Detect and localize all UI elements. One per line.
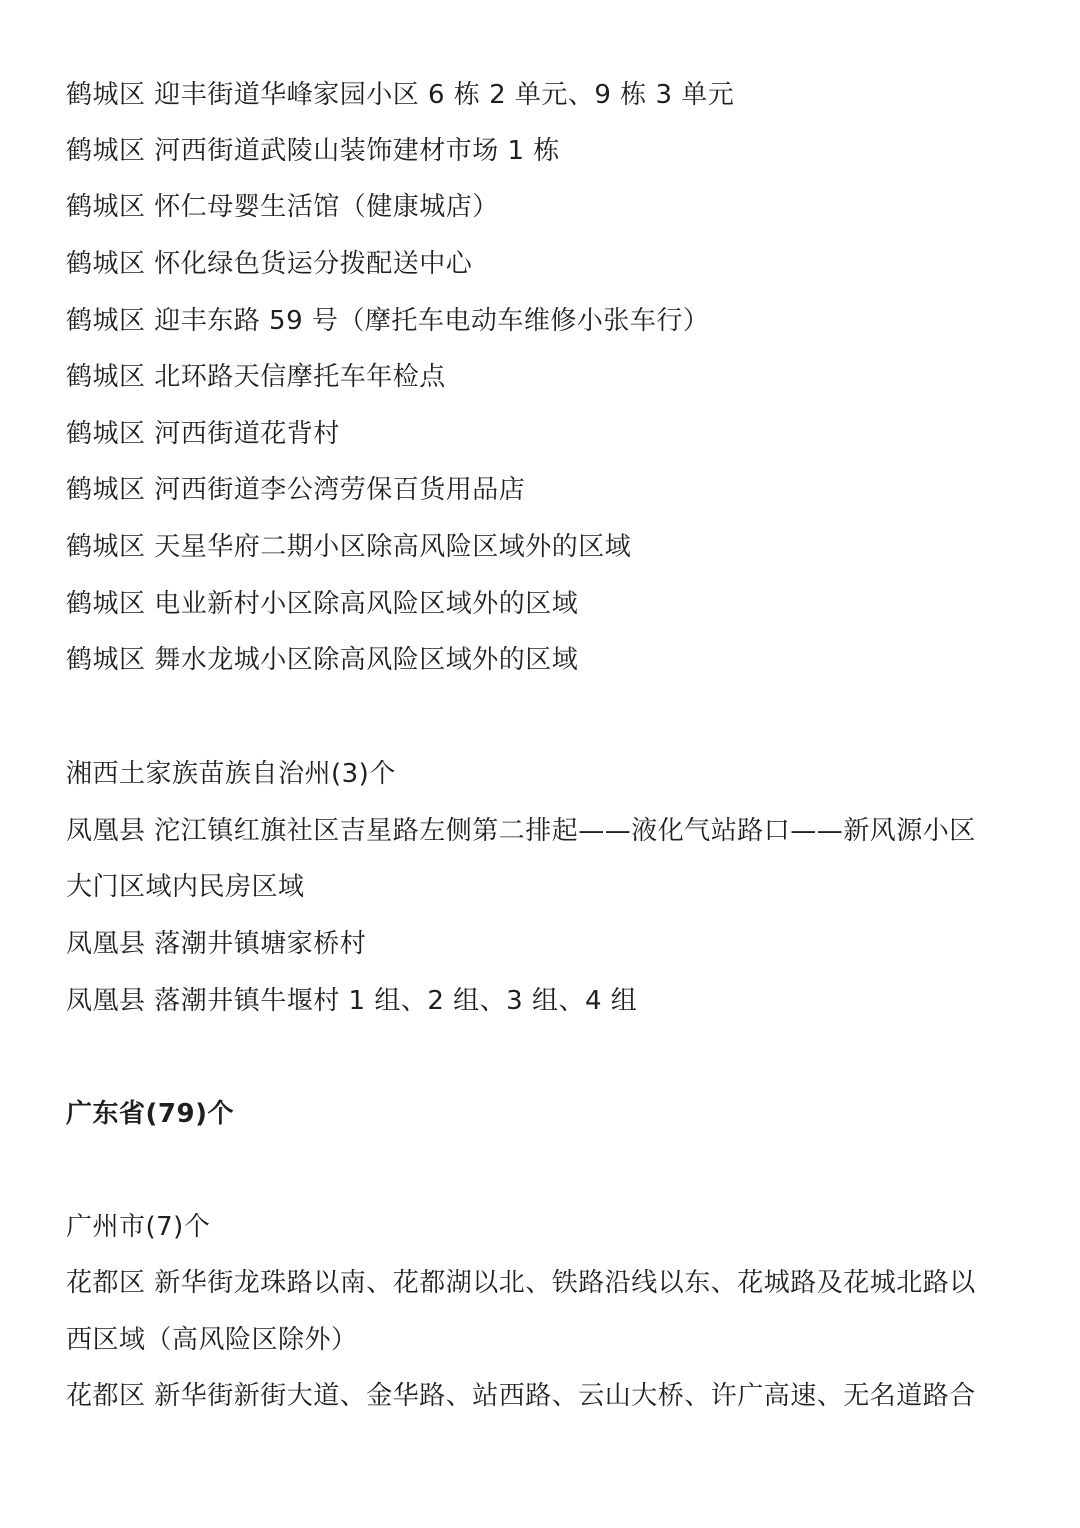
text-line: 凤凰县 沱江镇红旗社区吉星路左侧第二排起——液化气站路口——新风源小区: [66, 816, 976, 846]
text-line: 凤凰县 落潮井镇牛堰村 1 组、2 组、3 组、4 组: [66, 986, 638, 1016]
text-line: 鹤城区 天星华府二期小区除高风险区域外的区域: [66, 532, 632, 562]
text-line: 鹤城区 怀仁母婴生活馆（健康城店）: [66, 192, 499, 222]
text-line: 鹤城区 河西街道花背村: [66, 419, 340, 449]
province-heading: 广东省(79)个: [66, 1099, 234, 1129]
text-line: 鹤城区 迎丰街道华峰家园小区 6 栋 2 单元、9 栋 3 单元: [66, 80, 735, 110]
text-line: 鹤城区 舞水龙城小区除高风险区域外的区域: [66, 645, 579, 675]
text-line: 凤凰县 落潮井镇塘家桥村: [66, 929, 367, 959]
text-line: 鹤城区 北环路天信摩托车年检点: [66, 362, 446, 392]
section-heading: 广州市(7)个: [66, 1212, 211, 1242]
section-heading: 湘西土家族苗族自治州(3)个: [66, 759, 396, 789]
text-line: 花都区 新华街新街大道、金华路、站西路、云山大桥、许广高速、无名道路合: [66, 1381, 976, 1411]
text-line: 鹤城区 河西街道李公湾劳保百货用品店: [66, 475, 526, 505]
text-line: 鹤城区 电业新村小区除高风险区域外的区域: [66, 589, 579, 619]
text-line: 花都区 新华街龙珠路以南、花都湖以北、铁路沿线以东、花城路及花城北路以: [66, 1268, 976, 1298]
text-line: 鹤城区 河西街道武陵山装饰建材市场 1 栋: [66, 136, 560, 166]
text-line: 鹤城区 迎丰东路 59 号（摩托车电动车维修小张车行）: [66, 306, 710, 336]
text-line: 西区域（高风险区除外）: [66, 1325, 358, 1355]
text-line: 鹤城区 怀化绿色货运分拨配送中心: [66, 249, 473, 279]
text-line: 大门区域内民房区域: [66, 872, 305, 902]
